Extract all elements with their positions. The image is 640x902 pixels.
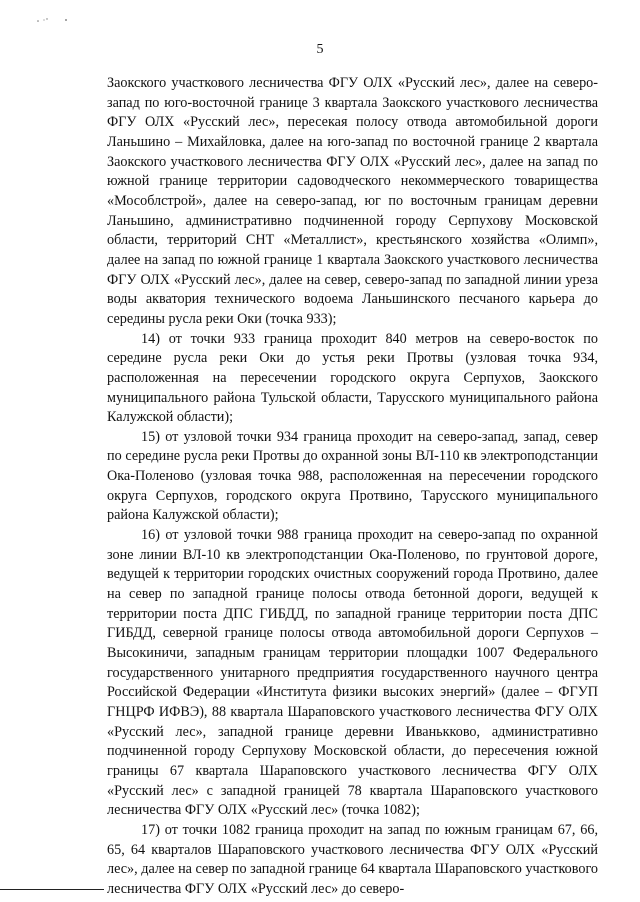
page-number: 5: [316, 42, 324, 57]
paragraph-item-16: 16) от узловой точки 988 граница проходит на северо-запад по охранной зоне линии ВЛ-10 кв электроподстанции Ока-Поленово, по грунтовой дороге, ведущей к территории городских очистных сооружений города Протвино, далее на север по западной границе полосы отвода бетонной дороги, ведущей к территории поста ДПС ГИБДД, по западной границе территории поста ДПС ГИБДД, северной границе полосы отвода автомобильной дороги Серпухов – Высокиничи, западным границам территории площадки 1007 Федерального государственного унитарного предприятия государственного научного центра Российской Федерации «Института физики высоких энергий» (далее – ФГУП ГНЦРФ ИФВЭ), 88 квартала Шараповского участкового лесничества ФГУ ОЛХ «Русский лес», западной границе деревни Иванькково, административно подчиненной городу Серпухову Московской области, до пересечения южной границы 67 квартала Шараповского участкового лесничества ФГУ ОЛХ «Русский лес» с западной границей 78 квартала Шараповского участкового лесничества ФГУ ОЛХ «Русский лес» (точка 1082);: [107, 527, 598, 819]
scan-artifact-mark: [36, 16, 76, 24]
paragraph-item-15: 15) от узловой точки 934 граница проходит на северо-запад, запад, север по середине русла реки Протвы до охранной зоны ВЛ-110 кв электроподстанции Ока-Поленово (узловая точка 988, расположенная на пересечении городского округа Серпухов, городского округа Протвино, Тарусского муниципального района Калужской области);: [107, 428, 598, 524]
footnote-separator-line: [0, 889, 104, 890]
paragraph-item-14: 14) от точки 933 граница проходит 840 метров на северо-восток по середине русла реки Оки до устья реки Протвы (узловая точка 934, расположенная на пересечении городского округа Серпухов, Заокского муниципального района Тульской области, Тарусского муниципального района Калужской области);: [107, 330, 598, 426]
paragraph-item-17: 17) от точки 1082 граница проходит на запад по южным границам 67, 66, 65, 64 кварталов Шараповского участкового лесничества ФГУ ОЛХ «Русский лес», далее на север по западной границе 64 квартала Шараповского участкового лесничества ФГУ ОЛХ «Русский лес» до северо-: [107, 821, 598, 897]
document-body: [107, 74, 598, 900]
paragraph-continuation: Заокского участкового лесничества ФГУ ОЛХ «Русский лес», далее на северо-запад по юго-восточной границе 3 квартала Заокского участкового лесничества ФГУ ОЛХ «Русский лес», пересекая полосу отвода автомобильной дороги Ланьшино – Михайловка, далее на юго-запад по восточной границе 2 квартала Заокского участкового лесничества ФГУ ОЛХ «Русский лес», далее на запад по южной границе территории садоводческого некоммерческого товарищества «Мособлстрой», далее на северо-запад, юг по восточным границам деревни Ланьшино, административно подчиненной городу Серпухову Московской области, территорий СНТ «Металлист», крестьянского хозяйства «Олимп», далее на запад по южной границе 1 квартала Заокского участкового лесничества ФГУ ОЛХ «Русский лес», далее на север, северо-запад по западной линии уреза воды акватория технического водоема Ланьшинского песчаного карьера до середины русла реки Оки (точка 933);: [107, 75, 598, 327]
